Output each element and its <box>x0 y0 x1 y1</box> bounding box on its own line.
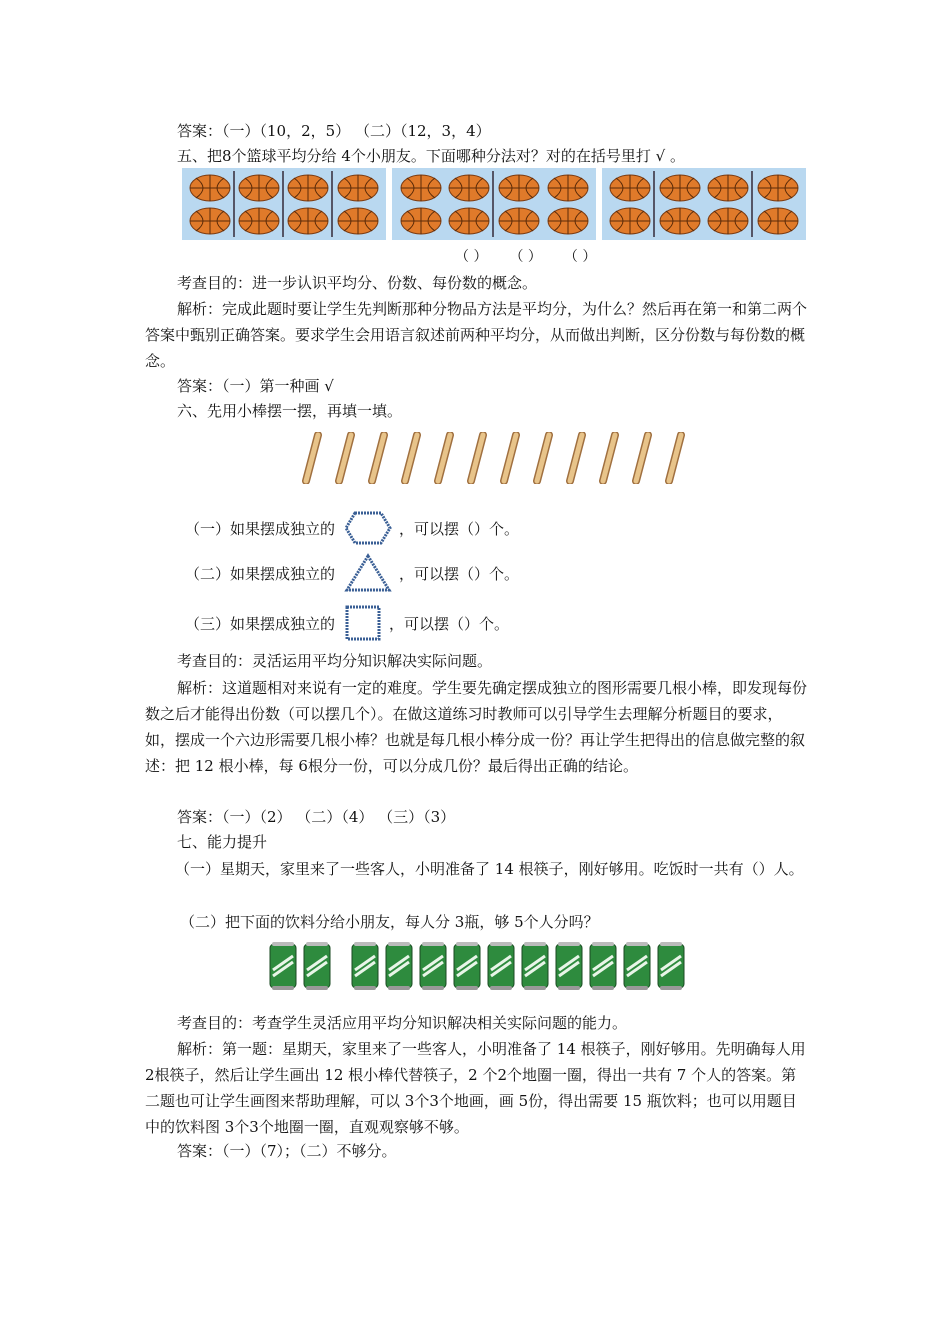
q7-analysis: 解析：第一题：星期天，家里来了一些客人，小明准备了 14 根筷子，刚好够用。先明确每人用 2根筷子，然后让学生画出 12 根小棒代替筷子，2 个2个地圈一圈，得出一共有 7 个人的答案。第二题也可让学生画图来帮助理解，可以 3个3个地画，画 5份，得出需要 15 瓶饮料；也可以用题目中的饮料图 3个3个地圈一圈，直观观察够不够。 <box>145 1040 806 1136</box>
stick-icon <box>333 432 357 488</box>
stick-icon <box>531 432 555 488</box>
basketball-icon <box>494 204 543 237</box>
q6-item-1 <box>185 510 519 546</box>
drink-can-icon <box>268 940 298 996</box>
sticks-figure <box>300 432 687 488</box>
basketball-icon <box>704 204 753 237</box>
stick-icon <box>399 432 423 488</box>
stick-icon <box>300 432 324 488</box>
triangle-icon <box>343 553 393 593</box>
basketball-icon <box>396 171 445 204</box>
basketball-icon <box>606 204 655 237</box>
drinks-figure <box>268 940 686 996</box>
q7-answer: 答案：（一）（7）；（二）不够分。 <box>177 1142 397 1160</box>
q6-item-1-pre: （一）如果摆成独立的 <box>185 519 336 538</box>
drink-can-icon <box>486 940 516 996</box>
drink-can-icon <box>452 940 482 996</box>
q6-purpose: 考查目的：灵活运用平均分知识解决实际问题。 <box>177 652 493 670</box>
basketball-icon <box>445 171 494 204</box>
drink-can-icon <box>350 940 380 996</box>
basketball-icon <box>704 171 753 204</box>
drink-can-icon <box>302 940 332 996</box>
choice-2[interactable]: （ ） <box>509 249 542 265</box>
division-option-3 <box>602 168 806 240</box>
basketball-icon <box>543 204 592 237</box>
basketball-icon <box>186 204 235 237</box>
basketball-figure <box>182 168 806 240</box>
drink-can-icon <box>656 940 686 996</box>
drink-can-icon <box>520 940 550 996</box>
q5-choices <box>455 246 596 266</box>
q5-answer: 答案：（一）第一种画 √ <box>177 377 334 395</box>
basketball-icon <box>543 171 592 204</box>
basketball-icon <box>284 204 333 237</box>
basketball-icon <box>753 204 802 237</box>
choice-1[interactable]: （ ） <box>455 249 488 265</box>
stick-icon <box>597 432 621 488</box>
basketball-icon <box>333 204 382 237</box>
q5-title: 五、把8个篮球平均分给 4个小朋友。下面哪种分法对？对的在括号里打 √ 。 <box>177 147 685 165</box>
drink-can-icon <box>384 940 414 996</box>
q6-item-3-post: ，可以摆（）个。 <box>389 614 510 633</box>
basketball-icon <box>186 171 235 204</box>
basketball-icon <box>235 171 284 204</box>
choice-3[interactable]: （ ） <box>563 249 597 265</box>
q7-part1: （一）星期天，家里来了一些客人，小明准备了 14 根筷子，刚好够用。吃饭时一共有（）人。 <box>175 860 804 878</box>
q6-answer: 答案：（一）（2） （二）（4） （三）（3） <box>177 808 456 826</box>
basketball-icon <box>235 204 284 237</box>
stick-icon <box>366 432 390 488</box>
stick-icon <box>465 432 489 488</box>
q6-item-2-post: ，可以摆（）个。 <box>399 564 520 583</box>
q6-item-3-pre: （三）如果摆成独立的 <box>185 614 336 633</box>
q7-purpose: 考查目的：考查学生灵活应用平均分知识解决相关实际问题的能力。 <box>177 1014 628 1032</box>
q6-item-2-pre: （二）如果摆成独立的 <box>185 564 336 583</box>
q6-title: 六、先用小棒摆一摆，再填一填。 <box>177 402 403 420</box>
answer-4: 答案：（一）（10，2，5） （二）（12，3，4） <box>177 122 491 140</box>
q6-item-3 <box>185 603 509 643</box>
basketball-icon <box>753 171 802 204</box>
drink-can-icon <box>588 940 618 996</box>
basketball-icon <box>396 204 445 237</box>
q5-analysis: 解析：完成此题时要让学生先判断那种分物品方法是平均分，为什么？然后再在第一和第二两个答案中甄别正确答案。要求学生会用语言叙述前两种平均分，从而做出判断，区分份数与每份数的概念。 <box>145 300 808 370</box>
q6-item-1-post: ，可以摆（）个。 <box>399 519 520 538</box>
basketball-icon <box>655 204 704 237</box>
hexagon-icon <box>343 510 393 546</box>
basketball-icon <box>445 204 494 237</box>
q6-item-2 <box>185 553 519 593</box>
basketball-icon <box>333 171 382 204</box>
q7-part2: （二）把下面的饮料分给小朋友，每人分 3瓶，够 5个人分吗？ <box>180 913 599 931</box>
stick-icon <box>630 432 654 488</box>
basketball-icon <box>284 171 333 204</box>
basketball-icon <box>606 171 655 204</box>
stick-icon <box>663 432 687 488</box>
square-icon <box>343 603 383 643</box>
division-option-2 <box>392 168 596 240</box>
drink-can-icon <box>554 940 584 996</box>
basketball-icon <box>655 171 704 204</box>
stick-icon <box>432 432 456 488</box>
drink-can-icon <box>418 940 448 996</box>
stick-icon <box>498 432 522 488</box>
q5-purpose: 考查目的：进一步认识平均分、份数、每份数的概念。 <box>177 274 538 292</box>
stick-icon <box>564 432 588 488</box>
basketball-icon <box>494 171 543 204</box>
q6-analysis: 解析：这道题相对来说有一定的难度。学生要先确定摆成独立的图形需要几根小棒，即发现每份数之后才能得出份数（可以摆几个）。在做这道练习时教师可以引导学生去理解分析题目的要求，如，摆成一个六边形需要几根小棒？也就是每几根小棒分成一份？再让学生把得出的信息做完整的叙述：把 12 根小棒，每 6根分一份，可以分成几份？最后得出正确的结论。 <box>145 679 808 775</box>
division-option-1 <box>182 168 386 240</box>
drink-can-icon <box>622 940 652 996</box>
q7-title: 七、能力提升 <box>177 833 268 851</box>
